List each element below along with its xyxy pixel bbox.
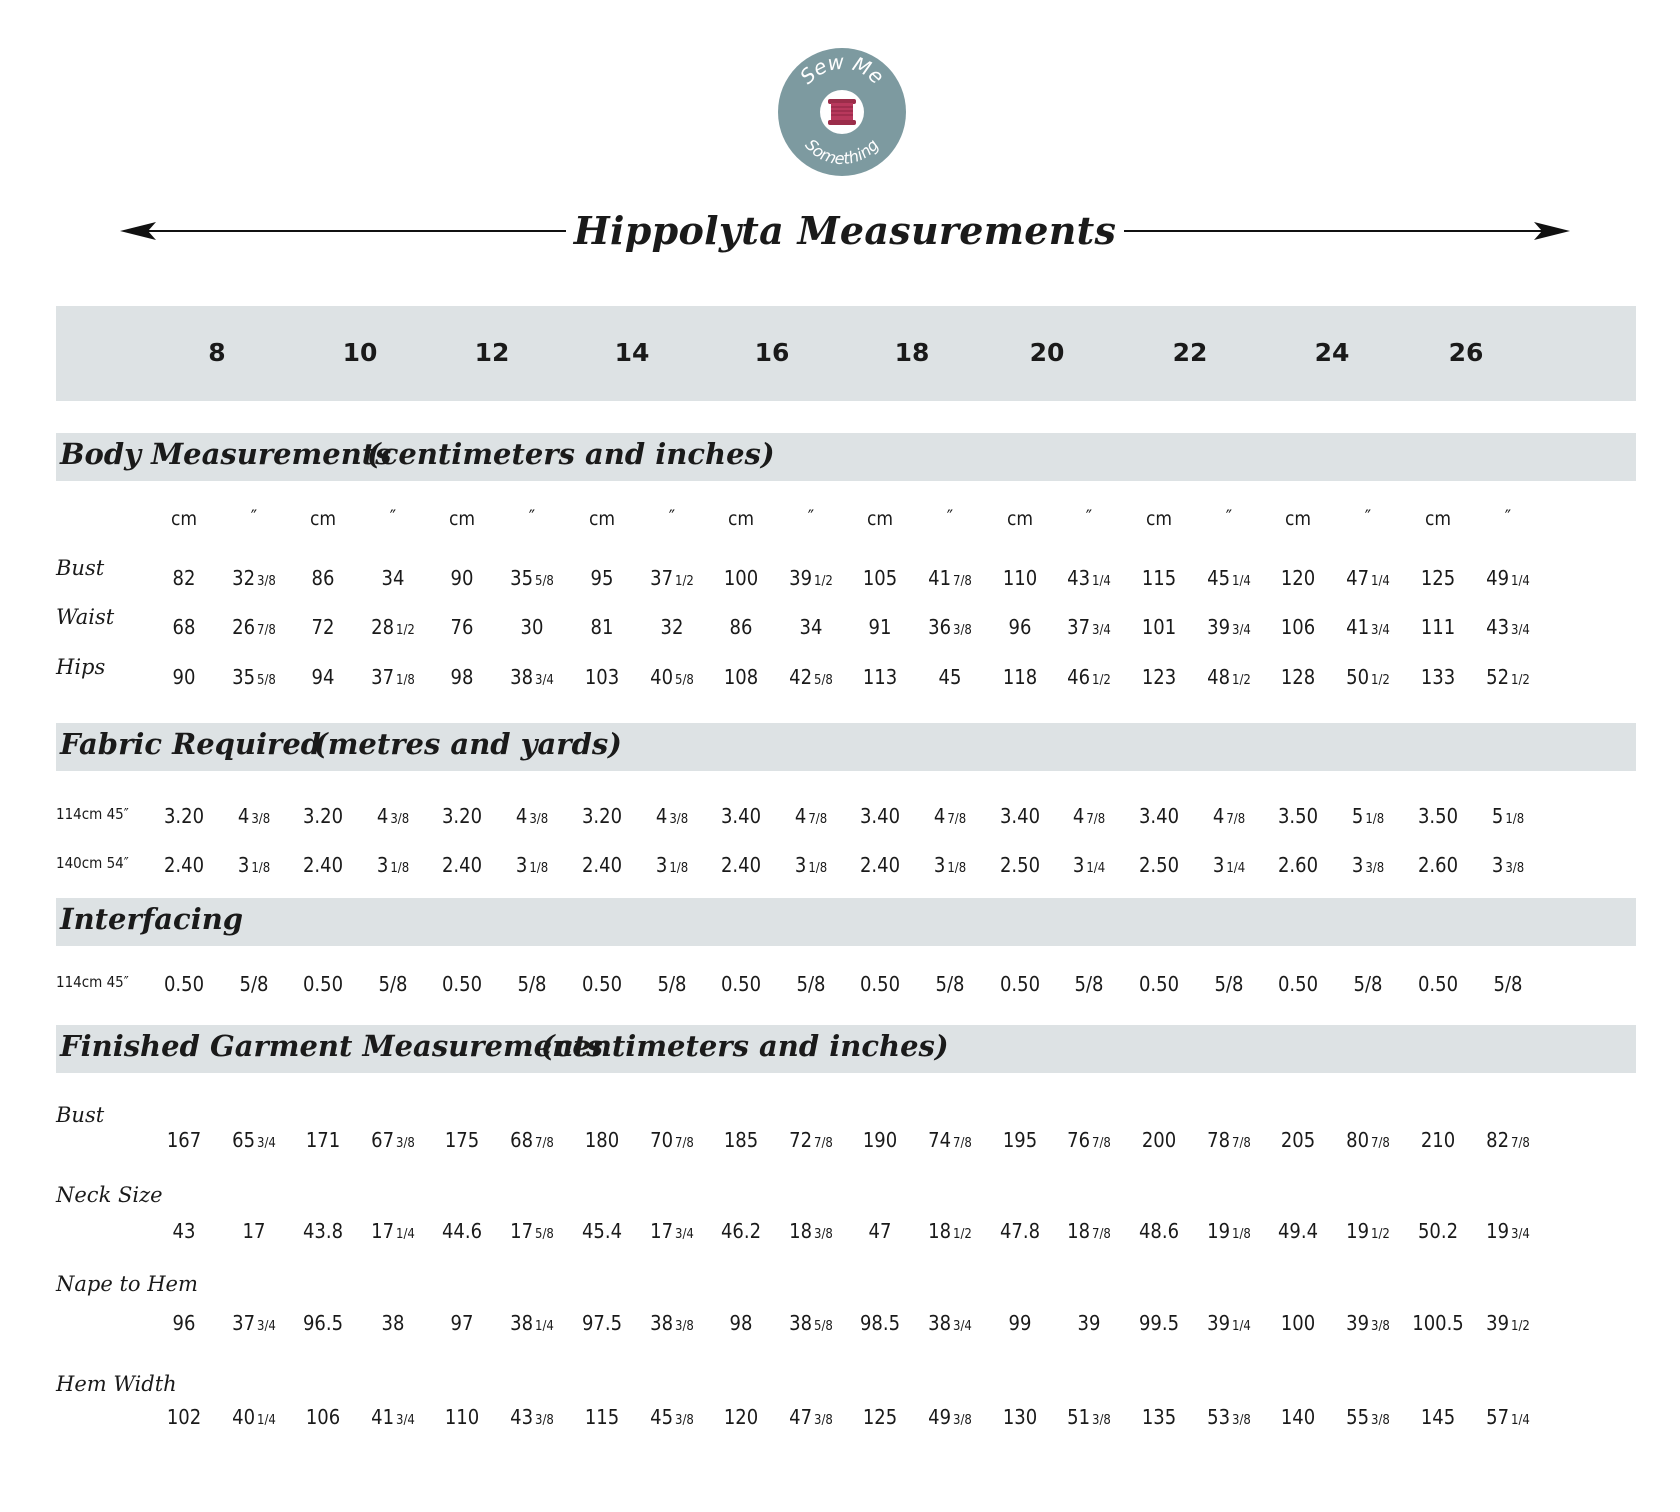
interfacing-cell-metres: 0.50 [1138,972,1180,996]
fabric-row-label: 140cm 54″ [56,854,129,872]
finished-cell-cm: 210 [1420,1128,1456,1152]
finished-cell-cm: 185 [723,1128,759,1152]
size-10: 10 [342,338,378,367]
finished-cell-inch: 38 3/4 [928,1311,972,1335]
fabric-cell-yards: 4 7/8 [1072,804,1106,828]
unit-cm-header: cm [448,508,476,530]
body-cell-cm: 86 [729,615,753,639]
body-measurements-band [56,433,1636,481]
finished-garment-subheading: (centimeters and inches) [541,1029,949,1063]
fabric-row-label: 114cm 45″ [56,805,129,823]
finished-cell-inch: 70 7/8 [650,1128,694,1152]
unit-cm-header: cm [309,508,337,530]
finished-row-label-hem-width: Hem Width [56,1372,177,1396]
body-cell-inch: 37 1/8 [371,665,415,689]
body-cell-inch: 35 5/8 [232,665,276,689]
body-cell-inch: 49 1/4 [1486,566,1530,590]
title-row [120,206,1570,256]
unit-inch-header: ″ [1364,506,1372,528]
finished-cell-cm: 145 [1420,1405,1456,1429]
body-cell-inch: 50 1/2 [1346,665,1390,689]
finished-cell-cm: 140 [1280,1405,1316,1429]
finished-cell-inch: 51 3/8 [1067,1405,1111,1429]
finished-cell-inch: 39 3/8 [1346,1311,1390,1335]
body-cell-cm: 110 [1002,566,1038,590]
interfacing-cell-metres: 0.50 [441,972,483,996]
body-cell-inch: 34 [381,566,405,590]
finished-cell-cm: 180 [584,1128,620,1152]
finished-cell-inch: 57 1/4 [1486,1405,1530,1429]
finished-cell-cm: 175 [444,1128,480,1152]
body-cell-inch: 41 3/4 [1346,615,1390,639]
size-12: 12 [474,338,510,367]
body-cell-cm: 76 [450,615,474,639]
body-cell-cm: 91 [868,615,892,639]
fabric-cell-yards: 3 3/8 [1351,853,1385,877]
finished-cell-inch: 82 7/8 [1486,1128,1530,1152]
finished-cell-inch: 38 3/8 [650,1311,694,1335]
fabric-cell-metres: 3.20 [163,804,205,828]
body-cell-inch: 40 5/8 [650,665,694,689]
size-26: 26 [1448,338,1484,367]
body-cell-cm: 100 [723,566,759,590]
finished-cell-cm: 49.4 [1277,1219,1319,1243]
fabric-cell-yards: 4 7/8 [794,804,828,828]
finished-cell-cm: 97 [450,1311,474,1335]
body-cell-cm: 125 [1420,566,1456,590]
fabric-cell-metres: 3.40 [999,804,1041,828]
size-8: 8 [208,338,226,367]
svg-text:Sew Me: Sew Me [794,49,890,89]
interfacing-cell-yards: 5/8 [1074,972,1104,996]
sew-me-something-logo [777,47,907,177]
body-cell-inch: 45 [938,665,962,689]
fabric-cell-metres: 3.50 [1417,804,1459,828]
finished-cell-inch: 39 [1077,1311,1101,1335]
body-cell-cm: 86 [311,566,335,590]
finished-cell-inch: 41 3/4 [371,1405,415,1429]
unit-inch-header: ″ [389,506,397,528]
body-measurements-heading: Body Measurements [60,437,392,471]
body-cell-cm: 128 [1280,665,1316,689]
body-cell-inch: 34 [799,615,823,639]
fabric-cell-yards: 3 1/8 [933,853,967,877]
fabric-cell-yards: 4 3/8 [515,804,549,828]
finished-cell-inch: 43 3/8 [510,1405,554,1429]
finished-cell-cm: 98 [729,1311,753,1335]
finished-cell-cm: 99.5 [1138,1311,1180,1335]
fabric-cell-metres: 3.20 [302,804,344,828]
finished-cell-inch: 47 3/8 [789,1405,833,1429]
fabric-cell-metres: 3.40 [859,804,901,828]
fabric-cell-metres: 2.40 [302,853,344,877]
size-header-band [56,306,1636,401]
unit-inch-header: ″ [807,506,815,528]
finished-cell-cm: 106 [305,1405,341,1429]
interfacing-cell-yards: 5/8 [796,972,826,996]
body-row-label-waist: Waist [56,605,115,629]
finished-cell-cm: 100 [1280,1311,1316,1335]
interfacing-cell-yards: 5/8 [935,972,965,996]
finished-cell-cm: 47.8 [999,1219,1041,1243]
finished-cell-inch: 38 [381,1311,405,1335]
finished-cell-cm: 97.5 [581,1311,623,1335]
fabric-cell-yards: 5 1/8 [1491,804,1525,828]
interfacing-row-label: 114cm 45″ [56,973,129,991]
body-cell-inch: 39 3/4 [1207,615,1251,639]
fabric-cell-yards: 3 1/8 [655,853,689,877]
unit-inch-header: ″ [1085,506,1093,528]
interfacing-cell-metres: 0.50 [999,972,1041,996]
interfacing-cell-yards: 5/8 [1493,972,1523,996]
unit-inch-header: ″ [1225,506,1233,528]
fabric-cell-yards: 3 1/8 [376,853,410,877]
interfacing-band [56,898,1636,946]
finished-garment-band [56,1025,1636,1073]
finished-cell-inch: 18 1/2 [928,1219,972,1243]
body-cell-inch: 43 1/4 [1067,566,1111,590]
fabric-cell-yards: 4 3/8 [376,804,410,828]
body-cell-cm: 101 [1141,615,1177,639]
body-cell-inch: 37 1/2 [650,566,694,590]
body-cell-cm: 115 [1141,566,1177,590]
finished-cell-cm: 120 [723,1405,759,1429]
interfacing-cell-yards: 5/8 [657,972,687,996]
body-measurements-subheading: (centimeters and inches) [367,437,775,471]
finished-cell-inch: 17 [242,1219,266,1243]
svg-text:Something: Something [801,135,883,169]
finished-cell-inch: 19 1/2 [1346,1219,1390,1243]
body-cell-cm: 68 [172,615,196,639]
interfacing-cell-metres: 0.50 [1277,972,1319,996]
unit-inch-header: ″ [528,506,536,528]
body-row-label-bust: Bust [56,556,105,580]
body-cell-inch: 45 1/4 [1207,566,1251,590]
body-cell-cm: 94 [311,665,335,689]
fabric-cell-yards: 4 3/8 [655,804,689,828]
unit-cm-header: cm [866,508,894,530]
fabric-required-band [56,723,1636,771]
unit-cm-header: cm [588,508,616,530]
fabric-cell-metres: 2.60 [1417,853,1459,877]
body-cell-cm: 72 [311,615,335,639]
interfacing-cell-metres: 0.50 [720,972,762,996]
body-cell-cm: 108 [723,665,759,689]
body-cell-inch: 38 3/4 [510,665,554,689]
finished-cell-inch: 74 7/8 [928,1128,972,1152]
body-cell-inch: 30 [520,615,544,639]
interfacing-cell-yards: 5/8 [1214,972,1244,996]
interfacing-cell-metres: 0.50 [581,972,623,996]
body-cell-cm: 90 [450,566,474,590]
body-cell-inch: 48 1/2 [1207,665,1251,689]
finished-cell-cm: 100.5 [1412,1311,1464,1335]
finished-cell-cm: 98.5 [859,1311,901,1335]
interfacing-cell-metres: 0.50 [859,972,901,996]
fabric-cell-yards: 4 7/8 [1212,804,1246,828]
finished-cell-cm: 96 [172,1311,196,1335]
size-18: 18 [894,338,930,367]
interfacing-heading: Interfacing [60,902,244,936]
finished-cell-inch: 68 7/8 [510,1128,554,1152]
unit-inch-header: ″ [1504,506,1512,528]
finished-cell-inch: 18 7/8 [1067,1219,1111,1243]
finished-cell-cm: 171 [305,1128,341,1152]
finished-cell-inch: 37 3/4 [232,1311,276,1335]
body-cell-cm: 81 [590,615,614,639]
body-cell-inch: 43 3/4 [1486,615,1530,639]
size-16: 16 [754,338,790,367]
finished-cell-cm: 190 [862,1128,898,1152]
body-cell-inch: 32 [660,615,684,639]
finished-cell-cm: 50.2 [1417,1219,1459,1243]
fabric-cell-yards: 3 1/4 [1212,853,1246,877]
fabric-cell-yards: 3 1/8 [794,853,828,877]
finished-cell-cm: 110 [444,1405,480,1429]
finished-cell-cm: 44.6 [441,1219,483,1243]
interfacing-cell-yards: 5/8 [1353,972,1383,996]
finished-cell-cm: 47 [868,1219,892,1243]
body-cell-cm: 118 [1002,665,1038,689]
finished-cell-cm: 205 [1280,1128,1316,1152]
unit-inch-header: ″ [668,506,676,528]
fabric-cell-metres: 2.50 [1138,853,1180,877]
unit-cm-header: cm [1006,508,1034,530]
fabric-cell-yards: 3 3/8 [1491,853,1525,877]
size-24: 24 [1314,338,1350,367]
unit-inch-header: ″ [250,506,258,528]
finished-cell-inch: 18 3/8 [789,1219,833,1243]
body-cell-inch: 26 7/8 [232,615,276,639]
unit-inch-header: ″ [946,506,954,528]
interfacing-cell-metres: 0.50 [302,972,344,996]
interfacing-cell-yards: 5/8 [517,972,547,996]
body-cell-cm: 105 [862,566,898,590]
interfacing-cell-yards: 5/8 [239,972,269,996]
size-14: 14 [614,338,650,367]
page-title: Hippolyta Measurements [566,208,1124,253]
body-cell-cm: 90 [172,665,196,689]
finished-cell-cm: 135 [1141,1405,1177,1429]
body-cell-inch: 32 3/8 [232,566,276,590]
body-cell-cm: 113 [862,665,898,689]
body-cell-cm: 103 [584,665,620,689]
body-cell-inch: 41 7/8 [928,566,972,590]
size-22: 22 [1172,338,1208,367]
finished-cell-cm: 200 [1141,1128,1177,1152]
body-cell-inch: 28 1/2 [371,615,415,639]
finished-cell-inch: 65 3/4 [232,1128,276,1152]
fabric-cell-yards: 4 7/8 [933,804,967,828]
finished-cell-inch: 39 1/2 [1486,1311,1530,1335]
finished-cell-cm: 43 [172,1219,196,1243]
body-cell-inch: 35 5/8 [510,566,554,590]
finished-cell-cm: 99 [1008,1311,1032,1335]
finished-cell-inch: 40 1/4 [232,1405,276,1429]
finished-cell-inch: 17 1/4 [371,1219,415,1243]
body-cell-inch: 37 3/4 [1067,615,1111,639]
size-20: 20 [1029,338,1065,367]
fabric-cell-metres: 3.20 [441,804,483,828]
fabric-cell-yards: 3 1/8 [515,853,549,877]
body-cell-cm: 120 [1280,566,1316,590]
body-cell-inch: 42 5/8 [789,665,833,689]
body-cell-cm: 98 [450,665,474,689]
fabric-cell-metres: 2.40 [163,853,205,877]
fabric-required-heading: Fabric Required [60,727,322,761]
body-cell-inch: 39 1/2 [789,566,833,590]
body-cell-cm: 95 [590,566,614,590]
finished-cell-inch: 78 7/8 [1207,1128,1251,1152]
finished-cell-cm: 195 [1002,1128,1038,1152]
fabric-cell-metres: 2.40 [859,853,901,877]
finished-cell-cm: 46.2 [720,1219,762,1243]
fabric-cell-yards: 3 1/8 [237,853,271,877]
body-cell-cm: 123 [1141,665,1177,689]
body-row-label-hips: Hips [56,655,106,679]
finished-row-label-neck-size: Neck Size [56,1183,163,1207]
finished-cell-cm: 48.6 [1138,1219,1180,1243]
finished-cell-cm: 115 [584,1405,620,1429]
unit-cm-header: cm [1424,508,1452,530]
fabric-cell-metres: 3.40 [1138,804,1180,828]
unit-cm-header: cm [1284,508,1312,530]
fabric-cell-yards: 4 3/8 [237,804,271,828]
finished-cell-cm: 167 [166,1128,202,1152]
fabric-cell-metres: 3.50 [1277,804,1319,828]
unit-cm-header: cm [1145,508,1173,530]
body-cell-cm: 96 [1008,615,1032,639]
fabric-cell-metres: 2.60 [1277,853,1319,877]
body-cell-cm: 106 [1280,615,1316,639]
unit-cm-header: cm [727,508,755,530]
finished-cell-inch: 53 3/8 [1207,1405,1251,1429]
finished-cell-cm: 96.5 [302,1311,344,1335]
fabric-cell-metres: 3.20 [581,804,623,828]
finished-row-label-nape-to-hem: Nape to Hem [56,1272,198,1296]
fabric-cell-metres: 2.50 [999,853,1041,877]
finished-cell-cm: 130 [1002,1405,1038,1429]
spool-icon [820,90,864,134]
finished-cell-inch: 72 7/8 [789,1128,833,1152]
finished-cell-inch: 39 1/4 [1207,1311,1251,1335]
interfacing-cell-yards: 5/8 [378,972,408,996]
finished-cell-inch: 45 3/8 [650,1405,694,1429]
body-cell-cm: 82 [172,566,196,590]
finished-cell-cm: 125 [862,1405,898,1429]
fabric-cell-metres: 2.40 [441,853,483,877]
finished-cell-inch: 80 7/8 [1346,1128,1390,1152]
body-cell-inch: 46 1/2 [1067,665,1111,689]
body-cell-inch: 47 1/4 [1346,566,1390,590]
fabric-required-subheading: (metres and yards) [314,727,622,761]
finished-cell-inch: 49 3/8 [928,1405,972,1429]
finished-cell-cm: 43.8 [302,1219,344,1243]
finished-cell-inch: 38 1/4 [510,1311,554,1335]
finished-cell-inch: 76 7/8 [1067,1128,1111,1152]
finished-cell-inch: 19 3/4 [1486,1219,1530,1243]
finished-cell-inch: 17 3/4 [650,1219,694,1243]
finished-cell-inch: 38 5/8 [789,1311,833,1335]
fabric-cell-yards: 3 1/4 [1072,853,1106,877]
finished-cell-cm: 45.4 [581,1219,623,1243]
finished-cell-inch: 19 1/8 [1207,1219,1251,1243]
body-cell-inch: 52 1/2 [1486,665,1530,689]
finished-cell-cm: 102 [166,1405,202,1429]
finished-cell-inch: 17 5/8 [510,1219,554,1243]
body-cell-cm: 133 [1420,665,1456,689]
unit-cm-header: cm [170,508,198,530]
finished-cell-inch: 55 3/8 [1346,1405,1390,1429]
fabric-cell-metres: 2.40 [720,853,762,877]
fabric-cell-metres: 2.40 [581,853,623,877]
body-cell-cm: 111 [1420,615,1456,639]
finished-row-label-bust: Bust [56,1103,105,1127]
interfacing-cell-metres: 0.50 [1417,972,1459,996]
fabric-cell-yards: 5 1/8 [1351,804,1385,828]
body-cell-inch: 36 3/8 [928,615,972,639]
finished-cell-inch: 67 3/8 [371,1128,415,1152]
fabric-cell-metres: 3.40 [720,804,762,828]
finished-garment-heading: Finished Garment Measurements [60,1029,603,1063]
interfacing-cell-metres: 0.50 [163,972,205,996]
